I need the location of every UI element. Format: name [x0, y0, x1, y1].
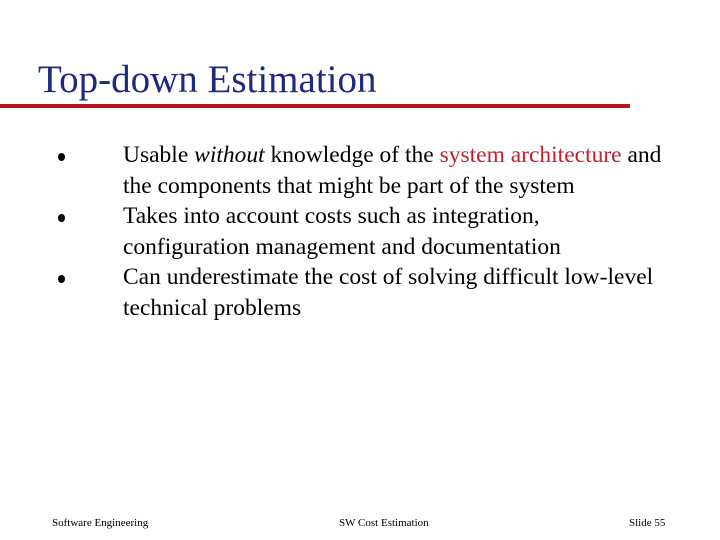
bullet-text [123, 142, 661, 199]
bullet-dot-icon [58, 275, 65, 283]
slide-title: Top-down Estimation [38, 58, 377, 101]
bullet-item [0, 140, 663, 201]
text-run: Usable [123, 142, 195, 168]
bullet-item [0, 201, 663, 262]
bullet-text: Can underestimate the cost of solving difficult low-level technical problems [123, 264, 654, 321]
title-underline [0, 104, 630, 108]
text-run: knowledge of the [264, 142, 440, 168]
text-run: and the components that might be part of the system [123, 142, 662, 199]
footer-topic: SW Cost Estimation [339, 517, 429, 529]
bullet-list [0, 140, 720, 323]
emphasis-text: without [194, 142, 265, 168]
footer-course: Software Engineering [52, 517, 149, 529]
bullet-dot-icon [58, 214, 65, 222]
footer-slide-number: Slide 55 [629, 517, 666, 529]
bullet-item [0, 262, 663, 323]
bullet-dot-icon [58, 153, 65, 161]
bullet-text: Takes into account costs such as integration, configuration management and documentation [123, 203, 561, 260]
highlighted-term: system architecture [439, 142, 622, 168]
